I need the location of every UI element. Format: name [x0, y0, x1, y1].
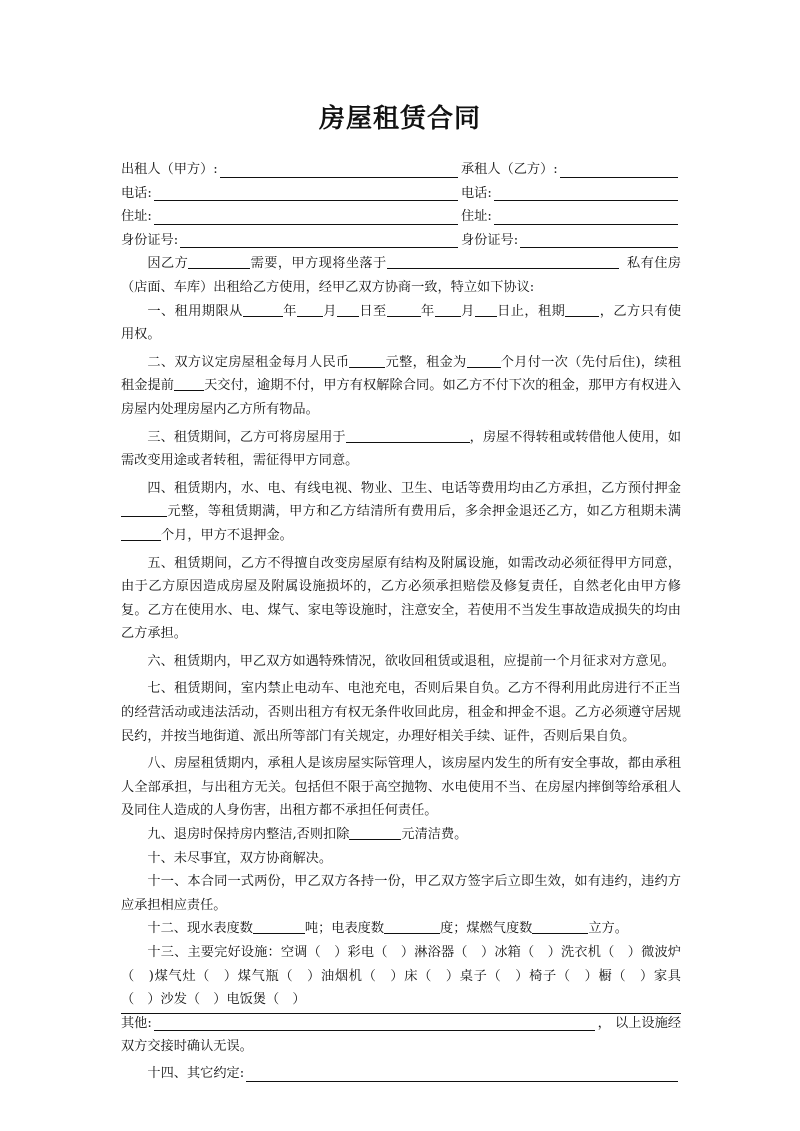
- lessor-address-blank[interactable]: [154, 210, 458, 225]
- lessee-address-label: 住址:: [461, 209, 492, 225]
- clause-4: 四、租赁期内，水、电、有线电视、物业、卫生、电话等费用均由乙方承担，乙方预付押金元整，等租赁期满，甲方和乙方结清所有费用后，多余押金退还乙方，如乙方租期未满个月，甲方不退押金。: [121, 477, 681, 548]
- clause-1: 一、租用期限从 年 月 日至 年 月 日止，租期 ，乙方只有使用权。: [121, 303, 682, 343]
- intro-paragraph: 因乙方 需要，甲方现将坐落于 私有住房（店面、车库）出租给乙方使用，经甲乙双方协商一致，特立如下协议:: [121, 256, 682, 295]
- lessee-id-blank[interactable]: [520, 233, 678, 248]
- party-row-names: [121, 158, 681, 182]
- lessee-blank[interactable]: [560, 163, 678, 178]
- party-row-phone: [121, 182, 681, 206]
- term-blank[interactable]: [565, 302, 599, 317]
- party-row-id: [121, 229, 681, 253]
- document-title: 房屋租赁合同: [318, 104, 481, 134]
- clause-9: 九、退房时保持房内整洁,否则扣除 元清洁费。: [147, 827, 468, 843]
- clause-8: 八、房屋租赁期内，承租人是该房屋实际管理人，该房屋内发生的所有安全事故，都由承租人全部承担，与出租方无关。包括但不限于高空抛物、水电使用不当、在房屋内摔倒等给承租人及同住人造成的人身伤害，出租方都不承担任何责任。: [121, 756, 681, 819]
- clause-7: 七、租赁期间，室内禁止电动车、电池充电，否则后果自负。乙方不得利用此房进行不正当的经营活动或违法活动，否则出租方有权无条件收回此房，租金和押金不退。乙方必须遵守居规民约，并按当地街道、派出所等部门有关规定，办理好相关手续、证件，否则后果自负。: [121, 681, 681, 744]
- lessor-id-blank[interactable]: [180, 233, 458, 248]
- lessor-id-label: 身份证号:: [121, 232, 179, 248]
- lessor-address-label: 住址:: [121, 209, 152, 225]
- usage-blank[interactable]: [346, 428, 470, 443]
- lessee-phone-label: 电话:: [461, 185, 492, 201]
- end-month-blank[interactable]: [435, 302, 461, 317]
- minimum-months-blank[interactable]: [121, 526, 161, 541]
- other-agreements-blank[interactable]: [246, 1067, 678, 1082]
- lessee-phone-blank[interactable]: [494, 186, 678, 201]
- clause-6: 六、租赁期内，甲乙双方如遇特殊情况，欲收回租赁或退租，应提前一个月征求对方意见。: [147, 653, 675, 669]
- start-year-blank[interactable]: [243, 302, 283, 317]
- lessee-address-blank[interactable]: [494, 210, 678, 225]
- deposit-blank[interactable]: [121, 502, 167, 517]
- party-row-address: [121, 205, 681, 229]
- lessor-phone-blank[interactable]: [154, 186, 458, 201]
- cleaning-fee-blank[interactable]: [349, 825, 401, 840]
- electric-reading-blank[interactable]: [384, 919, 440, 934]
- start-day-blank[interactable]: [337, 302, 359, 317]
- clause-14-label: 十四、其它约定:: [147, 1065, 245, 1081]
- monthly-rent-blank[interactable]: [349, 353, 385, 368]
- lessor-blank[interactable]: [220, 163, 458, 178]
- clause-13: 十三、主要完好设施：空调（ ）彩电（ ）淋浴器（ ）冰箱（ ）洗衣机（ ）微波炉（ )煤气灶（ ）煤气瓶（ ）油烟机（ ）床（ ）桌子（ ）椅子（ ）橱（ ）家具（ ）沙发（ ）电饭煲（ ）: [121, 945, 681, 1008]
- clause-3: 三、租赁期间，乙方可将房屋用于 ，房屋不得转租或转借他人使用，如需改变用途或者转租，需征得甲方同意。: [121, 429, 682, 469]
- water-reading-blank[interactable]: [253, 919, 305, 934]
- clause-2: 二、双方议定房屋租金每月人民币 元整，租金为 个月付一次（先付后住)，续租租金提前 天交付，逾期不付，甲方有权解除合同。如乙方不付下次的租金，那甲方有权进入房屋内处理房屋内乙方所有物品。: [121, 354, 682, 417]
- property-location-blank[interactable]: [387, 254, 619, 269]
- contract-body: [121, 158, 681, 1086]
- end-year-blank[interactable]: [387, 302, 421, 317]
- clause-13-confirm: 双方交接时确认无误。: [121, 1039, 253, 1055]
- lessor-label: 出租人（甲方）:: [121, 162, 218, 177]
- clause-12: 十二、现水表度数 吨；电表度数 度；煤燃气度数 立方。: [147, 921, 628, 937]
- clause-10: 十、未尽事宜，双方协商解决。: [147, 850, 333, 866]
- clause-5: 五、租赁期间，乙方不得擅自改变房屋原有结构及附属设施，如需改动必须征得甲方同意，由于乙方原因造成房屋及附属设施损坏的，乙方必须承担赔偿及修复责任，自然老化由甲方修复。乙方在使用水、电、煤气、家电等设施时，注意安全，若使用不当发生事故造成损失的均由乙方承担。: [121, 555, 681, 642]
- lessee-id-label: 身份证号:: [461, 232, 519, 248]
- other-facilities-blank[interactable]: [154, 1016, 595, 1031]
- clause-13-other-row: [121, 1012, 681, 1036]
- start-month-blank[interactable]: [297, 302, 323, 317]
- end-day-blank[interactable]: [475, 302, 497, 317]
- payment-cycle-blank[interactable]: [467, 353, 501, 368]
- lessor-phone-label: 电话:: [121, 185, 152, 201]
- advance-days-blank[interactable]: [174, 376, 204, 391]
- lessee-label: 承租人（乙方）:: [461, 162, 558, 177]
- bottom-rule-line[interactable]: [121, 1013, 681, 1014]
- other-facilities-label: 其他:: [121, 1015, 152, 1031]
- reason-blank[interactable]: [188, 254, 250, 269]
- clause-11: 十一、本合同一式两份，甲乙双方各持一份，甲乙双方签字后立即生效，如有违约，违约方应承担相应责任。: [121, 874, 681, 913]
- other-facilities-tail: ， 以上设施经: [597, 1015, 681, 1031]
- gas-reading-blank[interactable]: [532, 919, 588, 934]
- clause-14-row: [121, 1062, 681, 1086]
